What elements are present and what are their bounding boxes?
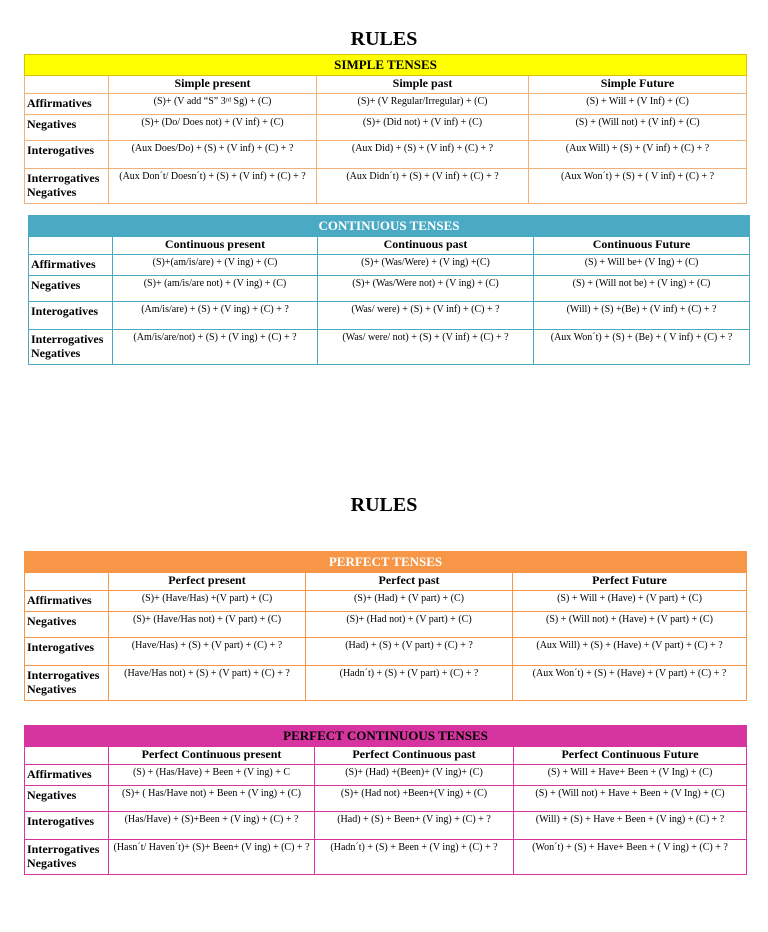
formula-cell: (S) + (Will not) + Have + Been + (V Ing) + (C) xyxy=(514,786,747,812)
formula-cell: (S)+ (Had) + (V part) + (C) xyxy=(306,591,513,612)
column-header: Perfect Future xyxy=(513,573,747,591)
corner-cell xyxy=(25,76,109,94)
formula-cell: (Am/is/are/not) + (S) + (V ing) + (C) + ? xyxy=(113,330,318,365)
formula-cell: (Hasn´t/ Haven´t)+ (S)+ Been+ (V ing) + (C) + ? xyxy=(109,840,315,875)
column-header: Perfect Continuous present xyxy=(109,747,315,765)
corner-cell xyxy=(25,747,109,765)
formula-cell: (Will) + (S) +(Be) + (V inf) + (C) + ? xyxy=(534,302,750,330)
formula-cell: (S)+ (V add “S” 3ʳᵈ Sg) + (C) xyxy=(109,94,317,115)
formula-cell: (Has/Have) + (S)+Been + (V ing) + (C) + ? xyxy=(109,812,315,840)
formula-cell: (Aux Don´t/ Doesn´t) + (S) + (V inf) + (C) + ? xyxy=(109,169,317,204)
formula-cell: (S) + (Has/Have) + Been + (V ing) + C xyxy=(109,765,315,786)
row-label: Interogatives xyxy=(25,638,109,666)
row-label: Interogatives xyxy=(29,302,113,330)
formula-cell: (S)+ (Did not) + (V inf) + (C) xyxy=(317,115,529,141)
formula-cell: (Have/Has not) + (S) + (V part) + (C) + ? xyxy=(109,666,306,701)
formula-cell: (Hadn´t) + (S) + (V part) + (C) + ? xyxy=(306,666,513,701)
perfect-continuous-tenses-table xyxy=(24,725,747,875)
row-label: Interrogatives Negatives xyxy=(25,666,109,701)
row-label: Interrogatives Negatives xyxy=(25,840,109,875)
simple-tenses-table xyxy=(24,54,747,204)
table-title: PERFECT TENSES xyxy=(25,552,747,573)
row-label: Negatives xyxy=(25,786,109,812)
column-header: Simple past xyxy=(317,76,529,94)
row-label: Affirmatives xyxy=(25,591,109,612)
formula-cell: (S)+ (Had not) +Been+(V ing) + (C) xyxy=(315,786,514,812)
row-label: Negatives xyxy=(29,276,113,302)
formula-cell: (S) + Will + Have+ Been + (V Ing) + (C) xyxy=(514,765,747,786)
column-header: Perfect present xyxy=(109,573,306,591)
formula-cell: (S) + (Will not be) + (V ing) + (C) xyxy=(534,276,750,302)
column-header: Continuous past xyxy=(318,237,534,255)
formula-cell: (Aux Will) + (S) + (V inf) + (C) + ? xyxy=(529,141,747,169)
formula-cell: (Will) + (S) + Have + Been + (V ing) + (C) + ? xyxy=(514,812,747,840)
formula-cell: (Was/ were) + (S) + (V inf) + (C) + ? xyxy=(318,302,534,330)
formula-cell: (S)+ (Have/Has not) + (V part) + (C) xyxy=(109,612,306,638)
corner-cell xyxy=(29,237,113,255)
continuous-tenses-table xyxy=(28,215,750,365)
formula-cell: (S) + Will + (V Inf) + (C) xyxy=(529,94,747,115)
formula-cell: (S)+(am/is/are) + (V ing) + (C) xyxy=(113,255,318,276)
row-label: Negatives xyxy=(25,115,109,141)
formula-cell: (Aux Won´t) + (S) + (Have) + (V part) + (C) + ? xyxy=(513,666,747,701)
row-label: Interogatives xyxy=(25,812,109,840)
row-label: Affirmatives xyxy=(29,255,113,276)
perfect-tenses-table xyxy=(24,551,747,701)
table-title: SIMPLE TENSES xyxy=(25,55,747,76)
formula-cell: (S)+ (Had not) + (V part) + (C) xyxy=(306,612,513,638)
formula-cell: (S)+ (Have/Has) +(V part) + (C) xyxy=(109,591,306,612)
formula-cell: (Aux Won´t) + (S) + (Be) + ( V inf) + (C) + ? xyxy=(534,330,750,365)
row-label: Interrogatives Negatives xyxy=(25,169,109,204)
table-title: CONTINUOUS TENSES xyxy=(29,216,750,237)
row-label: Interrogatives Negatives xyxy=(29,330,113,365)
formula-cell: (Aux Won´t) + (S) + ( V inf) + (C) + ? xyxy=(529,169,747,204)
formula-cell: (S) + Will + (Have) + (V part) + (C) xyxy=(513,591,747,612)
row-label: Negatives xyxy=(25,612,109,638)
formula-cell: (Aux Didn´t) + (S) + (V inf) + (C) + ? xyxy=(317,169,529,204)
corner-cell xyxy=(25,573,109,591)
formula-cell: (Won´t) + (S) + Have+ Been + ( V ing) + (C) + ? xyxy=(514,840,747,875)
formula-cell: (S)+ ( Has/Have not) + Been + (V ing) + (C) xyxy=(109,786,315,812)
formula-cell: (S) + Will be+ (V Ing) + (C) xyxy=(534,255,750,276)
row-label: Affirmatives xyxy=(25,94,109,115)
formula-cell: (S)+ (Do/ Does not) + (V inf) + (C) xyxy=(109,115,317,141)
column-header: Simple present xyxy=(109,76,317,94)
formula-cell: (Have/Has) + (S) + (V part) + (C) + ? xyxy=(109,638,306,666)
column-header: Continuous present xyxy=(113,237,318,255)
formula-cell: (S)+ (V Regular/Irregular) + (C) xyxy=(317,94,529,115)
page-title: RULES xyxy=(350,494,418,516)
formula-cell: (Aux Does/Do) + (S) + (V inf) + (C) + ? xyxy=(109,141,317,169)
formula-cell: (S) + (Will not) + (V inf) + (C) xyxy=(529,115,747,141)
row-label: Affirmatives xyxy=(25,765,109,786)
column-header: Perfect past xyxy=(306,573,513,591)
formula-cell: (S) + (Will not) + (Have) + (V part) + (C) xyxy=(513,612,747,638)
formula-cell: (S)+ (Had) +(Been)+ (V ing)+ (C) xyxy=(315,765,514,786)
formula-cell: (Aux Will) + (S) + (Have) + (V part) + (C) + ? xyxy=(513,638,747,666)
formula-cell: (S)+ (Was/Were not) + (V ing) + (C) xyxy=(318,276,534,302)
column-header: Perfect Continuous past xyxy=(315,747,514,765)
formula-cell: (Am/is/are) + (S) + (V ing) + (C) + ? xyxy=(113,302,318,330)
formula-cell: (Aux Did) + (S) + (V inf) + (C) + ? xyxy=(317,141,529,169)
formula-cell: (S)+ (Was/Were) + (V ing) +(C) xyxy=(318,255,534,276)
formula-cell: (Had) + (S) + Been+ (V ing) + (C) + ? xyxy=(315,812,514,840)
row-label: Interogatives xyxy=(25,141,109,169)
page-title: RULES xyxy=(350,28,418,50)
formula-cell: (Hadn´t) + (S) + Been + (V ing) + (C) + ? xyxy=(315,840,514,875)
formula-cell: (Was/ were/ not) + (S) + (V inf) + (C) + ? xyxy=(318,330,534,365)
formula-cell: (S)+ (am/is/are not) + (V ing) + (C) xyxy=(113,276,318,302)
column-header: Continuous Future xyxy=(534,237,750,255)
column-header: Perfect Continuous Future xyxy=(514,747,747,765)
formula-cell: (Had) + (S) + (V part) + (C) + ? xyxy=(306,638,513,666)
column-header: Simple Future xyxy=(529,76,747,94)
table-title: PERFECT CONTINUOUS TENSES xyxy=(25,726,747,747)
